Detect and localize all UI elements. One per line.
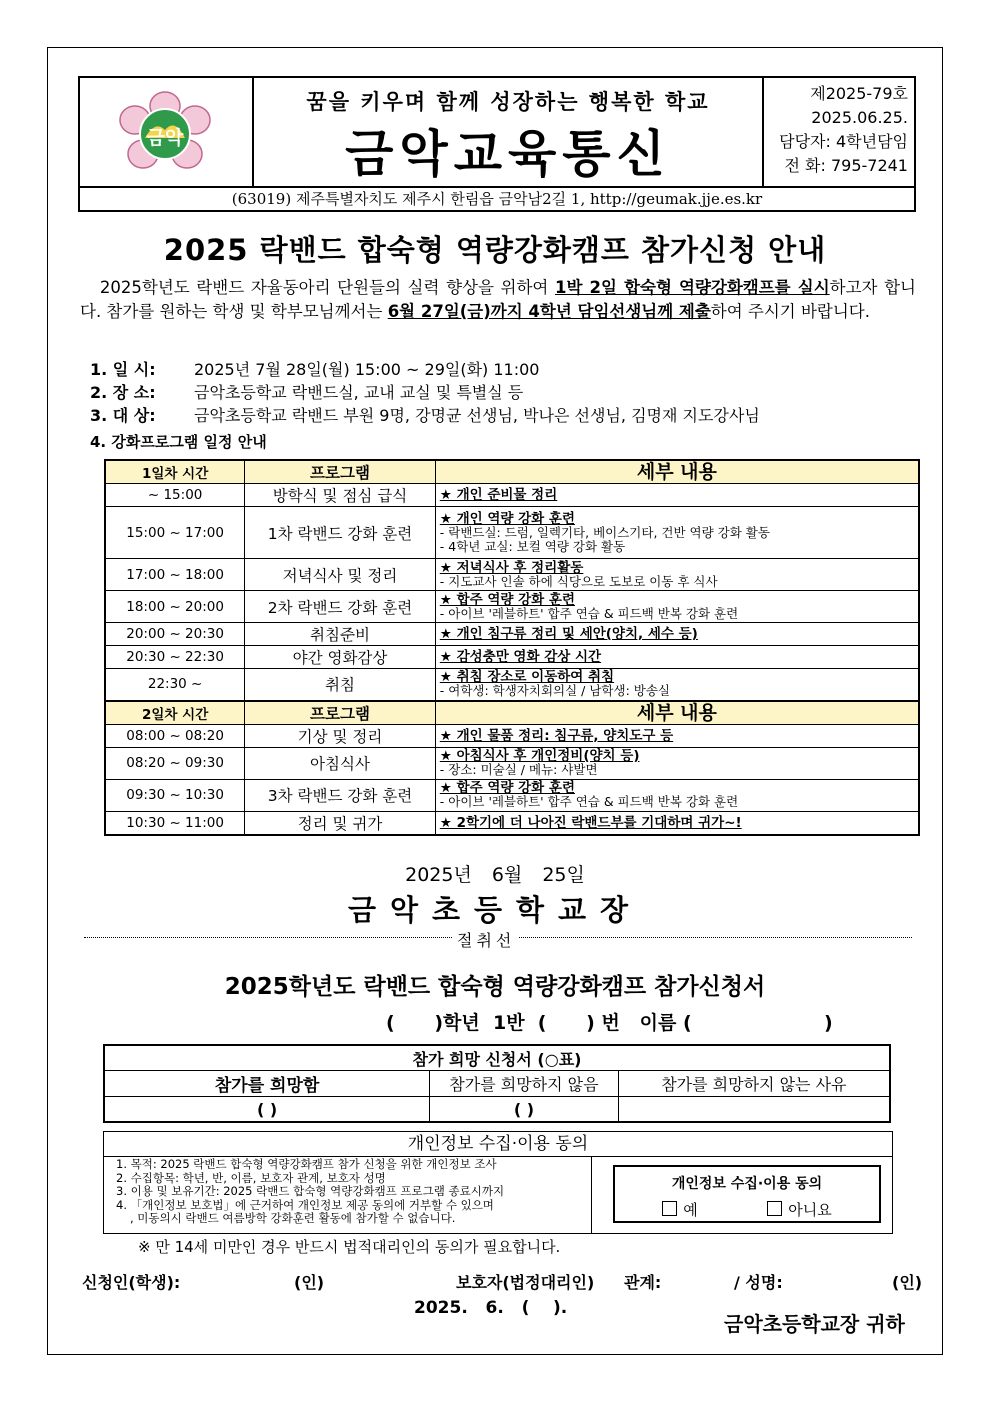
page-title: 2025 락밴드 합숙형 역량강화캠프 참가신청 안내 <box>163 233 827 267</box>
info-value: 금악초등학교 락밴드실, 교내 교실 및 특별실 등 <box>194 383 524 402</box>
newsletter-header <box>78 76 916 212</box>
schedule-detail-main: ★ 개인 물품 정리: 침구류, 양치도구 등 <box>439 727 674 744</box>
schedule-detail-main: ★ 2학기에 더 나아진 락밴드부를 기대하며 귀가~! <box>439 814 742 831</box>
consent-yes-label: 예 <box>683 1201 698 1219</box>
cut-label: 절취선 <box>453 928 519 951</box>
info-label: 1. 일 시: <box>90 360 156 379</box>
schedule-detail <box>435 591 919 623</box>
schedule-row <box>105 811 919 835</box>
consent-line: 2. 수집항목: 학년, 반, 이름, 보호자 관계, 보호자 성명 <box>116 1170 386 1185</box>
issue-info <box>764 78 914 186</box>
intro-text-2: 하고자 합니다. 참가를 원하는 학생 및 학부모님께서는 <box>80 278 916 321</box>
schedule-header-cell: 프로그램 <box>245 701 436 725</box>
schedule-detail <box>435 724 919 747</box>
schedule-header-cell: 세부 내용 <box>435 460 919 484</box>
schedule-program: 취침준비 <box>245 623 436 646</box>
manager: 담당자: 4학년담임 <box>779 132 908 151</box>
student-name-line[interactable]: ( )학년 1반 ( ) 번 이름 ( ) <box>386 1012 833 1034</box>
schedule-program: 정리 및 귀가 <box>245 811 436 835</box>
schedule-time: 08:00 ~ 08:20 <box>105 724 245 747</box>
schedule-detail-sub: - 아이브 '레블하트' 합주 연습 & 피드백 반복 강화 훈련 <box>439 794 739 809</box>
consent-no-label: 아니요 <box>788 1201 832 1219</box>
schedule-detail <box>435 507 919 559</box>
relation-label: 관계: <box>624 1273 662 1292</box>
intro-highlight-1: 1박 2일 합숙형 역량강화캠프를 실시 <box>554 278 830 297</box>
schedule-row <box>105 484 919 507</box>
info-value: 2025년 7월 28일(월) 15:00 ~ 29일(화) 11:00 <box>194 360 540 379</box>
schedule-detail-main: ★ 저녁식사 후 정리활동 <box>439 559 584 576</box>
schedule-detail-sub: - 여학생: 학생자치회의실 / 남학생: 방송실 <box>439 683 670 699</box>
info-label: 2. 장 소: <box>90 383 156 402</box>
school-motto: 꿈을 키우며 함께 성장하는 행복한 학교 <box>306 90 710 114</box>
info-label: 3. 대 상: <box>90 406 156 425</box>
schedule-detail <box>435 811 919 835</box>
schedule-header-cell: 세부 내용 <box>435 701 919 725</box>
schedule-program: 저녁식사 및 정리 <box>245 559 436 591</box>
schedule-time: 10:30 ~ 11:00 <box>105 811 245 835</box>
consent-title: 개인정보 수집·이용 동의 <box>104 1132 892 1157</box>
signature-date: 2025. 6. ( ). <box>414 1298 568 1318</box>
applicant-label: 신청인(학생): <box>82 1273 181 1292</box>
col-yes: 참가를 희망함 <box>104 1071 430 1097</box>
schedule-time: 17:00 ~ 18:00 <box>105 559 245 591</box>
consent-yes-checkbox[interactable] <box>662 1201 677 1216</box>
notice-date: 2025년 6월 25일 <box>405 864 585 886</box>
consent-no-checkbox[interactable] <box>767 1201 782 1216</box>
schedule-time: 20:30 ~ 22:30 <box>105 646 245 669</box>
schedule-program: 기상 및 정리 <box>245 724 436 747</box>
schedule-detail-main: ★ 개인 역량 강화 훈련 <box>439 510 575 527</box>
schedule-program: 야간 영화감상 <box>245 646 436 669</box>
schedule-row <box>105 507 919 559</box>
schedule-row <box>105 669 919 701</box>
col-no: 참가를 희망하지 않음 <box>430 1071 619 1097</box>
schedule-detail <box>435 646 919 669</box>
logo-text: 금악 <box>146 127 184 149</box>
schedule-detail-sub: - 장소: 미술실 / 메뉴: 샤발면 <box>439 762 598 777</box>
addressee: 금악초등학교장 귀하 <box>724 1312 905 1336</box>
schedule-header-cell: 1일차 시간 <box>105 460 245 484</box>
participation-title: 참가 희망 신청서 (○표) <box>104 1045 890 1071</box>
info-list <box>90 358 760 427</box>
schedule-time: 22:30 ~ <box>105 669 245 701</box>
yes-blank[interactable]: ( ) <box>104 1097 430 1123</box>
intro-paragraph <box>80 276 916 324</box>
schedule-header-row <box>105 460 919 484</box>
schedule-row <box>105 779 919 811</box>
document-page <box>47 47 943 1355</box>
schedule-table <box>104 459 920 836</box>
schedule-detail-main: ★ 취침 장소로 이동하여 취침 <box>439 669 615 686</box>
schedule-time: 18:00 ~ 20:00 <box>105 591 245 623</box>
reason-field[interactable] <box>618 1097 890 1123</box>
schedule-detail-main: ★ 합주 역량 강화 훈련 <box>439 591 575 608</box>
schedule-program: 아침식사 <box>245 747 436 779</box>
schedule-detail <box>435 623 919 646</box>
intro-highlight-2: 6월 27일(금)까지 4학년 담임선생님께 제출 <box>387 302 711 321</box>
guardian-name-label: / 성명: <box>734 1273 783 1292</box>
schedule-row <box>105 623 919 646</box>
schedule-detail-main: ★ 합주 역량 강화 훈련 <box>439 780 575 796</box>
schedule-header-cell: 프로그램 <box>245 460 436 484</box>
consent-options <box>615 1199 879 1220</box>
schedule-program: 방학식 및 점심 급식 <box>245 484 436 507</box>
schedule-header-row <box>105 701 919 725</box>
applicant-seal: (인) <box>294 1273 325 1292</box>
consent-line: , 미동의시 락밴드 여름방학 강화훈련 활동에 참가할 수 없습니다. <box>130 1211 456 1225</box>
schedule-row <box>105 724 919 747</box>
consent-line: 3. 이용 및 보유기간: 2025 락밴드 합숙형 역량강화캠프 프로그램 종료시까지 <box>116 1184 505 1198</box>
schedule-program: 취침 <box>245 669 436 701</box>
schedule-detail-main: ★ 아침식사 후 개인정비(양치 등) <box>439 748 640 764</box>
schedule-detail-sub: - 락밴드실: 드럼, 일렉기타, 베이스기타, 건반 역량 강화 활동 <box>439 524 770 540</box>
newsletter-title: 금악교육통신 <box>345 125 671 183</box>
schedule-time: 09:30 ~ 10:30 <box>105 779 245 811</box>
consent-box-title: 개인정보 수집·이용 동의 <box>671 1176 823 1192</box>
schedule-row <box>105 747 919 779</box>
participation-table <box>103 1044 891 1123</box>
schedule-time: ~ 15:00 <box>105 484 245 507</box>
schedule-detail-main: ★ 개인 준비물 정리 <box>439 487 558 503</box>
schedule-detail <box>435 484 919 507</box>
info-item-target <box>90 404 760 427</box>
info-item-date <box>90 358 760 381</box>
schedule-detail-sub: - 4학년 교실: 보컬 역량 강화 활동 <box>439 538 626 554</box>
intro-text-1: 2025학년도 락밴드 자율동아리 단원들의 실력 향상을 위하여 <box>99 278 555 297</box>
guardian-label: 보호자(법정대리인) <box>456 1273 595 1292</box>
schedule-row <box>105 591 919 623</box>
issue-number: 제2025-79호 <box>810 84 908 103</box>
schedule-detail-sub: - 아이브 '레블하트' 합주 연습 & 피드백 반복 강화 훈련 <box>439 605 739 621</box>
schedule-row <box>105 559 919 591</box>
phone: 전 화: 795-7241 <box>784 156 908 175</box>
schedule-program: 1차 락밴드 강화 훈련 <box>245 507 436 559</box>
info-value: 금악초등학교 락밴드 부원 9명, 강명균 선생님, 박나은 선생님, 김명재 지도강사님 <box>194 406 760 425</box>
guardian-seal: (인) <box>892 1273 923 1292</box>
form-title: 2025학년도 락밴드 합숙형 역량강화캠프 참가신청서 <box>224 974 766 1000</box>
school-emblem-icon <box>115 88 215 176</box>
schedule-detail-main: ★ 개인 침구류 정리 및 세안(양치, 세수 등) <box>439 626 698 642</box>
schedule-detail-main: ★ 감성충만 영화 감상 시간 <box>439 649 602 665</box>
guardian-note: ※ 만 14세 미만인 경우 반드시 법적대리인의 동의가 필요합니다. <box>138 1238 561 1256</box>
section-schedule-heading: 4. 강화프로그램 일정 안내 <box>90 433 267 451</box>
consent-line: 1. 목적: 2025 락밴드 합숙형 역량강화캠프 참가 신청을 위한 개인정보 조사 <box>116 1157 497 1171</box>
schedule-header-cell: 2일차 시간 <box>105 701 245 725</box>
schedule-program: 3차 락밴드 강화 훈련 <box>245 779 436 811</box>
consent-list <box>104 1156 592 1234</box>
consent-line: 4. 「개인정보 보호법」에 근거하여 개인정보 제공 동의에 거부할 수 있으며 <box>116 1197 494 1212</box>
school-logo <box>80 78 254 186</box>
issue-date: 2025.06.25. <box>811 108 908 127</box>
intro-text-3: 하여 주시기 바랍니다. <box>710 302 870 321</box>
schedule-time: 20:00 ~ 20:30 <box>105 623 245 646</box>
consent-box <box>613 1165 881 1223</box>
schedule-program: 2차 락밴드 강화 훈련 <box>245 591 436 623</box>
no-blank[interactable]: ( ) <box>430 1097 619 1123</box>
schedule-detail-sub: - 지도교사 인솔 하에 식당으로 도보로 이동 후 식사 <box>439 573 718 589</box>
school-address: (63019) 제주특별자치도 제주시 한림읍 금악남2길 1, http://geumak.jje.es.kr <box>80 186 914 210</box>
schedule-detail <box>435 669 919 701</box>
schedule-detail <box>435 779 919 811</box>
header-title-block <box>254 78 764 186</box>
schedule-detail <box>435 559 919 591</box>
info-item-place <box>90 381 760 404</box>
schedule-time: 15:00 ~ 17:00 <box>105 507 245 559</box>
schedule-time: 08:20 ~ 09:30 <box>105 747 245 779</box>
schedule-row <box>105 646 919 669</box>
principal-name: 금악초등학교장 <box>347 893 643 927</box>
schedule-detail <box>435 747 919 779</box>
col-reason: 참가를 희망하지 않는 사유 <box>618 1071 890 1097</box>
consent-section <box>103 1131 893 1234</box>
